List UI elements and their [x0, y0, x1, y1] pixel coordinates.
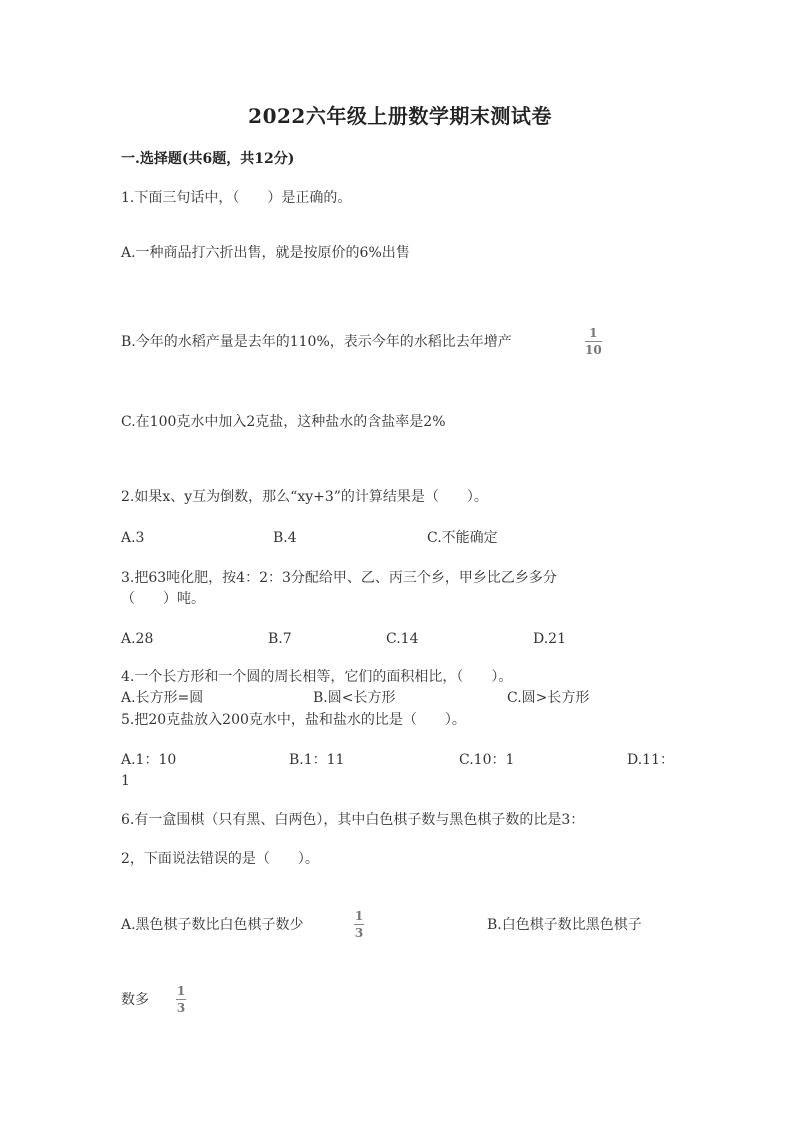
fraction-bar [585, 341, 602, 342]
question-4-option-c: C.圆>长方形 [507, 690, 590, 706]
question-1-stem: 1.下面三句话中，（ ）是正确的。 [121, 190, 352, 206]
question-5-option-b: B.1：11 [289, 752, 345, 768]
page-title: 2022六年级上册数学期末测试卷 [248, 104, 552, 128]
question-4-option-a: A.长方形=圆 [121, 690, 204, 706]
fraction-bar [354, 924, 364, 925]
question-3-option-c: C.14 [386, 631, 419, 647]
fraction-denominator: 3 [176, 1001, 186, 1015]
fraction-denominator: 3 [354, 926, 364, 940]
fraction-bar [176, 999, 186, 1000]
question-2-option-c: C.不能确定 [427, 530, 498, 546]
fraction-numerator: 1 [176, 984, 186, 998]
question-1-option-c: C.在100克水中加入2克盐，这种盐水的含盐率是2% [121, 414, 446, 430]
question-5-stem: 5.把20克盐放入200克水中，盐和盐水的比是（ ）。 [121, 712, 466, 728]
fraction-denominator: 10 [585, 343, 602, 357]
question-3-stem-line1: 3.把63吨化肥，按4：2：3分配给甲、乙、丙三个乡，甲乡比乙乡多分 [121, 570, 557, 586]
section-heading: 一.选择题(共6题，共12分) [121, 151, 295, 167]
question-5-option-a: A.1：10 [121, 752, 177, 768]
question-6-option-b-line2: 数多 [121, 992, 149, 1008]
question-5-option-d-line1: D.11： [627, 752, 674, 768]
question-6-option-b-line1: B.白色棋子数比黑色棋子 [487, 917, 642, 933]
question-3-option-a: A.28 [121, 631, 154, 647]
question-6-stem-line1: 6.有一盒围棋（只有黑、白两色），其中白色棋子数与黑色棋子数的比是3： [121, 812, 585, 828]
fraction-numerator: 1 [589, 326, 598, 340]
question-6-option-b-fraction [176, 985, 186, 1015]
question-5-option-c: C.10：1 [459, 752, 515, 768]
question-3-option-b: B.7 [268, 631, 292, 647]
question-6-option-a: A.黑色棋子数比白色棋子数少 [121, 917, 304, 933]
question-3-stem-line2: （ ）吨。 [121, 591, 205, 607]
question-2-option-a: A.3 [121, 530, 145, 546]
question-1-option-b: B.今年的水稻产量是去年的110%，表示今年的水稻比去年增产 [121, 334, 512, 350]
question-5-option-d-line2: 1 [121, 773, 130, 789]
question-2-option-b: B.4 [273, 530, 297, 546]
question-3-option-d: D.21 [533, 631, 566, 647]
question-1-option-b-fraction [585, 327, 602, 357]
fraction-numerator: 1 [354, 909, 364, 923]
question-2-stem: 2.如果x、y互为倒数，那么“xy+3”的计算结果是（ ）。 [121, 489, 488, 505]
question-4-stem: 4.一个长方形和一个圆的周长相等，它们的面积相比，（ ）。 [121, 669, 513, 685]
question-1-option-a: A.一种商品打六折出售，就是按原价的6%出售 [121, 245, 410, 261]
question-6-stem-line2: 2，下面说法错误的是（ ）。 [121, 851, 319, 867]
question-6-option-a-fraction [354, 910, 364, 940]
question-4-option-b: B.圆<长方形 [313, 690, 396, 706]
